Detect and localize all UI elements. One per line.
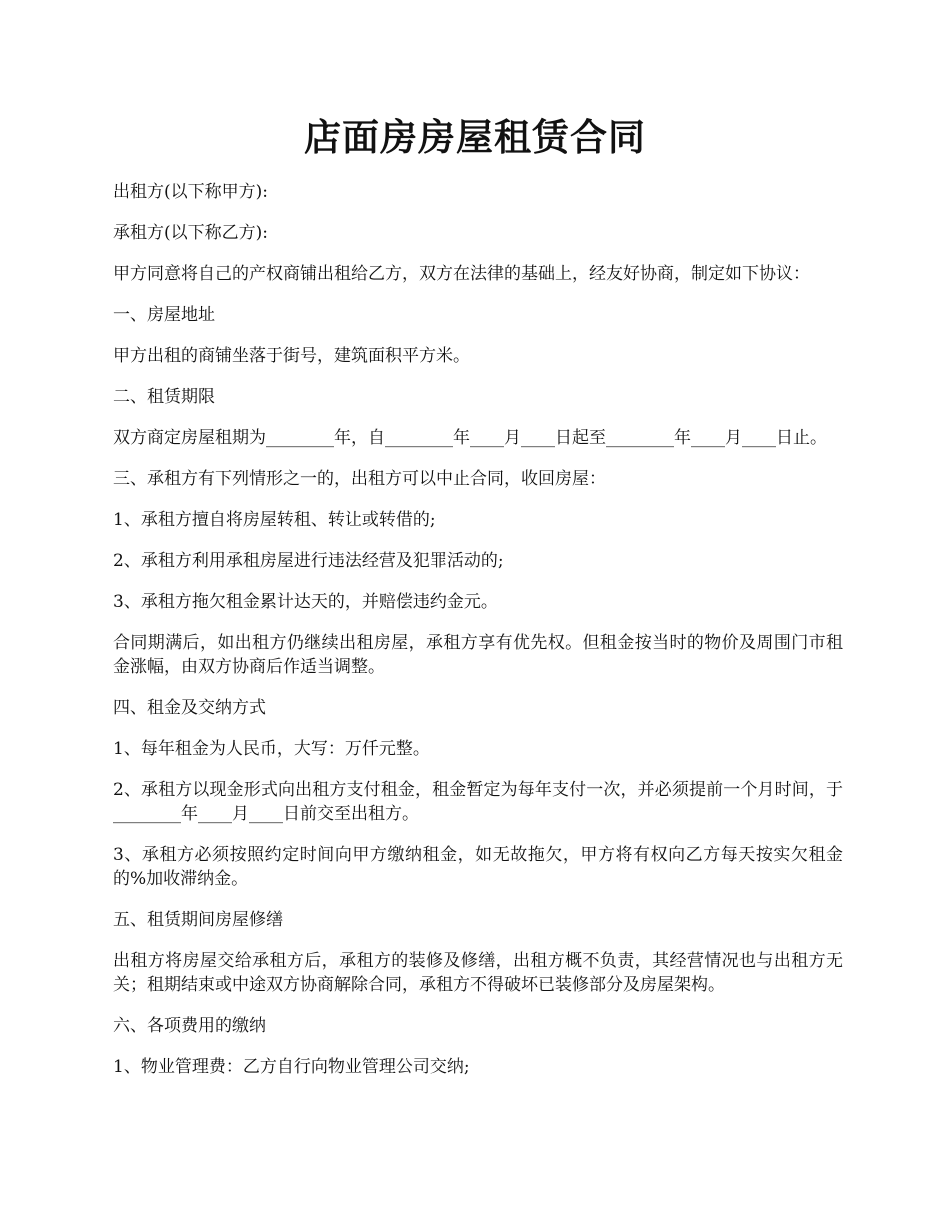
paragraph-term: 双方商定房屋租期为________年，自________年____月____日起至________年____月____日止。 bbox=[113, 428, 827, 448]
clause-illegal-use: 2、承租方利用承租房屋进行违法经营及犯罪活动的; bbox=[113, 551, 504, 571]
clause-arrears: 3、承租方拖欠租金累计达天的，并赔偿违约金元。 bbox=[113, 592, 498, 612]
paragraph-repairs: 出租方将房屋交给承租方后，承租方的装修及修缮，出租方概不负责，其经营情况也与出租方无关；租期结束或中途双方协商解除合同，承租方不得破坏已装修部分及房屋架构。 bbox=[113, 951, 843, 995]
clause-annual-rent: 1、每年租金为人民币，大写：万仟元整。 bbox=[113, 739, 430, 759]
clause-payment-method: 2、承租方以现金形式向出租方支付租金，租金暂定为每年支付一次，并必须提前一个月时间，于________年____月____日前交至出租方。 bbox=[113, 780, 843, 824]
paragraph-address: 甲方出租的商铺坐落于街号，建筑面积平方米。 bbox=[113, 346, 470, 366]
section-heading-fees: 六、各项费用的缴纳 bbox=[113, 1016, 266, 1036]
paragraph-renewal: 合同期满后，如出租方仍继续出租房屋，承租方享有优先权。但租金按当时的物价及周围门市租金涨幅，由双方协商后作适当调整。 bbox=[113, 633, 843, 677]
section-heading-address: 一、房屋地址 bbox=[113, 305, 215, 325]
section-heading-rent: 四、租金及交纳方式 bbox=[113, 698, 266, 718]
document-body bbox=[113, 180, 843, 1096]
section-heading-termination: 三、承租方有下列情形之一的，出租方可以中止合同，收回房屋： bbox=[113, 469, 606, 489]
paragraph-lessee: 承租方(以下称乙方): bbox=[113, 223, 268, 243]
document-title: 店面房房屋租赁合同 bbox=[304, 115, 646, 159]
section-heading-repairs: 五、租赁期间房屋修缮 bbox=[113, 910, 283, 930]
clause-late-fee: 3、承租方必须按照约定时间向甲方缴纳租金，如无故拖欠，甲方将有权向乙方每天按实欠租金的%加收滞纳金。 bbox=[113, 845, 843, 889]
clause-sublet: 1、承租方擅自将房屋转租、转让或转借的; bbox=[113, 510, 436, 530]
clause-property-fee: 1、物业管理费：乙方自行向物业管理公司交纳; bbox=[113, 1057, 470, 1077]
paragraph-agreement-intro: 甲方同意将自己的产权商铺出租给乙方，双方在法律的基础上，经友好协商，制定如下协议： bbox=[113, 264, 810, 284]
paragraph-lessor: 出租方(以下称甲方): bbox=[113, 182, 268, 202]
section-heading-term: 二、租赁期限 bbox=[113, 387, 215, 407]
